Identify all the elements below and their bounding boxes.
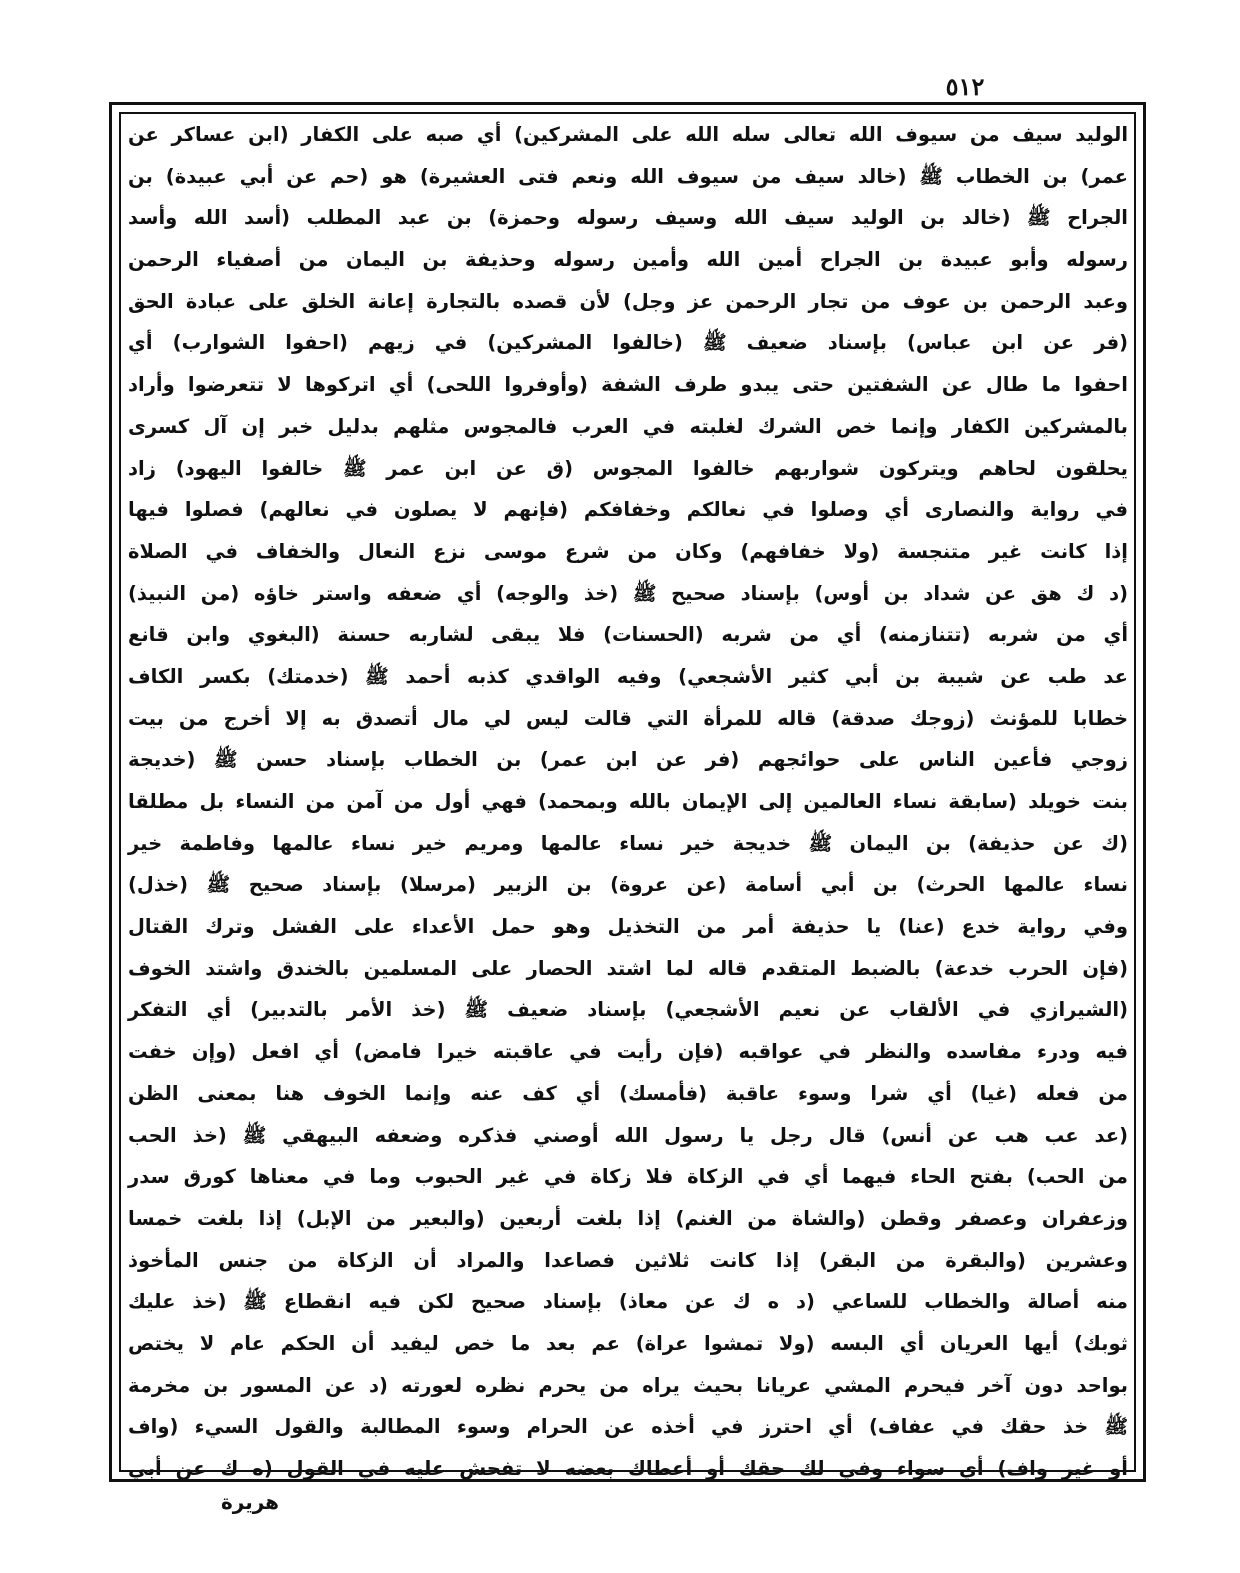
text-line: زوجي فأعين الناس على حوائجهم (فر عن ابن عمر) بن الخطاب بإسناد حسن ﷺ (خديجة bbox=[128, 748, 1128, 772]
text-line: من فعله (غيا) أي شرا وسوء عاقبة (فأمسك) أي كف عنه وإنما الخوف هنا بمعنى الظن bbox=[128, 1081, 1128, 1105]
text-line: (ك عن حذيفة) بن اليمان ﷺ خديجة خير نساء عالمها ومريم خير نساء عالمها وفاطمة خير bbox=[128, 831, 1128, 855]
text-line: عد طب عن شيبة بن أبي كثير الأشجعي) وفيه الواقدي كذبه أحمد ﷺ (خدمتك) بكسر الكاف bbox=[128, 664, 1128, 688]
text-line: يحلقون لحاهم ويتركون شواربهم خالفوا المجوس (ق عن ابن عمر ﷺ خالفوا اليهود) زاد bbox=[128, 456, 1128, 480]
text-line: عمر) بن الخطاب ﷺ (خالد سيف من سيوف الله ونعم فتى العشيرة) هو (حم عن أبي عبيدة) بن bbox=[128, 164, 1128, 188]
text-line: بنت خويلد (سابقة نساء العالمين إلى الإيمان بالله وبمحمد) فهي أول من آمن من النساء بل مطلقا bbox=[128, 790, 1128, 813]
text-line: ثوبك) أيها العريان أي البسه (ولا تمشوا عراة) عم بعد ما خص ليفيد أن الحكم عام لا يختص bbox=[128, 1331, 1128, 1355]
text-line: وعبد الرحمن بن عوف من تجار الرحمن عز وجل) لأن قصده بالتجارة إعانة الخلق على عبادة الحق bbox=[128, 289, 1128, 313]
text-line: أي من شربه (تتنازمنه) أي من شربه (الحسنات) فلا يبقى لشاربه حسنة (البغوي وابن قانع bbox=[128, 623, 1128, 647]
page-number: ٥١٢ bbox=[945, 72, 985, 101]
text-line: رسوله وأبو عبيدة بن الجراح أمين الله وأمين رسوله وحذيفة بن اليمان من أصفياء الرحمن bbox=[128, 248, 1128, 272]
text-line: نساء عالمها الحرث) بن أبي أسامة (عن عروة) بن الزبير (مرسلا) بإسناد صحيح ﷺ (خذل) bbox=[128, 873, 1128, 897]
text-line: (عد عب هب عن أنس) قال رجل يا رسول الله أوصني فذكره وضعفه البيهقي ﷺ (خذ الحب bbox=[128, 1123, 1128, 1147]
text-line: منه أصالة والخطاب للساعي (د ه ك عن معاذ) بإسناد صحيح لكن فيه انقطاع ﷺ (خذ عليك bbox=[128, 1290, 1128, 1314]
text-line: وفي رواية خدع (عنا) يا حذيفة أمر من التخذيل وهو حمل الأعداء على الفشل وترك القتال bbox=[128, 915, 1128, 939]
text-line: (الشيرازي في الألقاب عن نعيم الأشجعي) بإسناد ضعيف ﷺ (خذ الأمر بالتدبير) أي التفكر bbox=[128, 998, 1128, 1022]
text-line: (د ك هق عن شداد بن أوس) بإسناد صحيح ﷺ (خذ والوجه) أي ضعفه واستر خاؤه (من النبيذ) bbox=[128, 581, 1128, 605]
text-line: فيه ودرء مفاسده والنظر في عواقبه (فإن رأيت في عاقبته خيرا فامض) أي افعل (وإن خفت bbox=[128, 1040, 1128, 1064]
catchword: هريرة bbox=[220, 1490, 280, 1514]
text-line: أو غير واف) أي سواء وفي لك حقك أو أعطاك بعضه لا تفحش عليه في القول (ه ك عن أبي bbox=[128, 1457, 1128, 1480]
text-line: احفوا ما طال عن الشفتين حتى يبدو طرف الشفة (وأوفروا اللحى) أي اتركوها لا تتعرضوا وأراد bbox=[128, 373, 1128, 397]
text-body bbox=[128, 114, 1128, 1480]
text-line: (فإن الحرب خدعة) بالضبط المتقدم قاله لما اشتد الحصار على المسلمين بالخندق واشتد الخوف bbox=[128, 956, 1128, 980]
text-line: وعشرين (والبقرة من البقر) إذا كانت ثلاثين فصاعدا والمراد أن الزكاة من جنس المأخوذ bbox=[128, 1248, 1128, 1272]
text-line: الوليد سيف من سيوف الله تعالى سله الله على المشركين) أي صبه على الكفار (ابن عساكر عن bbox=[128, 123, 1128, 146]
text-line: بالمشركين الكفار وإنما خص الشرك لغلبته في العرب فالمجوس مثلهم بدليل خبر إن آل كسرى bbox=[128, 414, 1128, 438]
text-line: بواحد دون آخر فيحرم المشي عريانا بحيث يراه من يحرم نظره لعورته (د عن المسور بن مخرمة bbox=[128, 1373, 1128, 1397]
text-line: ﷺ خذ حقك في عفاف) أي احترز في أخذه عن الحرام وسوء المطالبة والقول السيء (واف bbox=[128, 1415, 1128, 1439]
text-line: إذا كانت غير متنجسة (ولا خفافهم) وكان من شرع موسى نزع النعال والخفاف في الصلاة bbox=[128, 539, 1128, 563]
text-line: (فر عن ابن عباس) بإسناد ضعيف ﷺ (خالفوا المشركين) في زيهم (احفوا الشوارب) أي bbox=[128, 331, 1128, 355]
text-line: خطابا للمؤنث (زوجك صدقة) قاله للمرأة التي قالت ليس لي مال أتصدق به إلا أخرج من بيت bbox=[128, 706, 1128, 730]
text-line: من الحب) بفتح الحاء فيهما أي في الزكاة فلا زكاة في غير الحبوب وما في معناها كورق سدر bbox=[128, 1165, 1128, 1189]
text-line: الجراح ﷺ (خالد بن الوليد سيف الله وسيف رسوله وحمزة) بن عبد المطلب (أسد الله وأسد bbox=[128, 206, 1128, 230]
text-line: في رواية والنصارى أي وصلوا في نعالكم وخفافكم (فإنهم لا يصلون في نعالهم) فصلوا فيها bbox=[128, 498, 1128, 522]
text-line: وزعفران وعصفر وقطن (والشاة من الغنم) إذا بلغت أربعين (والبعير من الإبل) إذا بلغت خمسا bbox=[128, 1206, 1128, 1230]
